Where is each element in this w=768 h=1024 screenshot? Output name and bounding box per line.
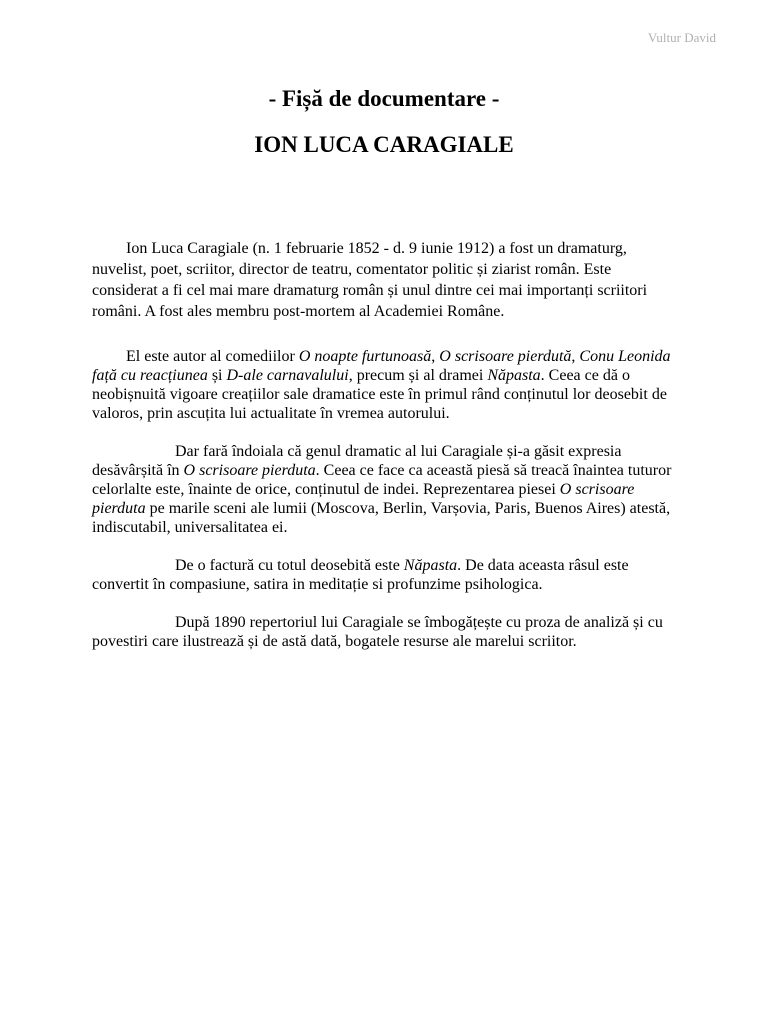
text-run: . Ceea ce dă o neobișnuită vigoare creațiilor sale dramatice este în primul rând conținutul lor deosebit de valoros, prin ascuțita lui actualitate în vremea autorului. [92, 367, 667, 422]
paragraph-proza: După 1890 repertoriul lui Caragiale se îmbogățește cu proza de analiză și cu povestiri care ilustrează și de astă dată, bogatele resurse ale marelui scriitor. [92, 614, 663, 650]
paragraph-biography: Ion Luca Caragiale (n. 1 februarie 1852 - d. 9 iunie 1912) a fost un dramaturg, nuvelist, poet, scriitor, director de teatru, comentator politic și ziarist român. Este considerat a fi cel mai mare dramaturg român și unul dintre cei mai importanți scriitori români. A fost ales membru post-mortem al Academiei Române. [92, 240, 648, 320]
text-run: , precum și al dramei [348, 367, 488, 384]
text-run: , [431, 348, 440, 365]
work-title: O scrisoare pierduta [92, 481, 635, 517]
work-title: Năpasta [403, 557, 458, 574]
text-run: și [207, 367, 227, 384]
work-title: Năpasta [487, 367, 541, 384]
work-title: O noapte furtunoasă [298, 348, 432, 365]
text-run: . De data aceasta râsul este convertit în compasiune, satira in meditație si profunzime psihologica. [92, 557, 629, 593]
document-subtitle: - Fișă de documentare - [268, 86, 500, 111]
text-run: , [571, 348, 580, 365]
text-run: De o factură cu totul deosebită este [175, 557, 404, 574]
work-title: O scrisoare pierduta [183, 462, 316, 479]
paragraph-napasta [92, 556, 672, 594]
paragraph-scrisoare [92, 442, 672, 537]
text-run: . Ceea ce face ca această piesă să treacă înaintea tuturor celorlalte este, înainte de orice, conținutul de indei. Reprezentarea piesei [92, 462, 672, 498]
work-title: Conu Leonida față cu reacțiunea [92, 348, 671, 384]
text-run: Dar fară îndoiala că genul dramatic al lui Caragiale și-a găsit expresia desăvârșită în [92, 443, 622, 479]
work-title: D-ale carnavalului [226, 367, 349, 384]
work-title: O scrisoare pierdută [439, 348, 572, 365]
paragraph-works [92, 347, 672, 423]
text-run: El este autor al comediilor [126, 348, 299, 365]
text-run: pe marile sceni ale lumii (Moscova, Berlin, Varșovia, Paris, Buenos Aires) atestă, indiscutabil, universalitatea ei. [92, 500, 671, 536]
header-author: Vultur David [647, 30, 716, 45]
document-body [92, 238, 672, 670]
document-title: ION LUCA CARAGIALE [254, 132, 514, 157]
